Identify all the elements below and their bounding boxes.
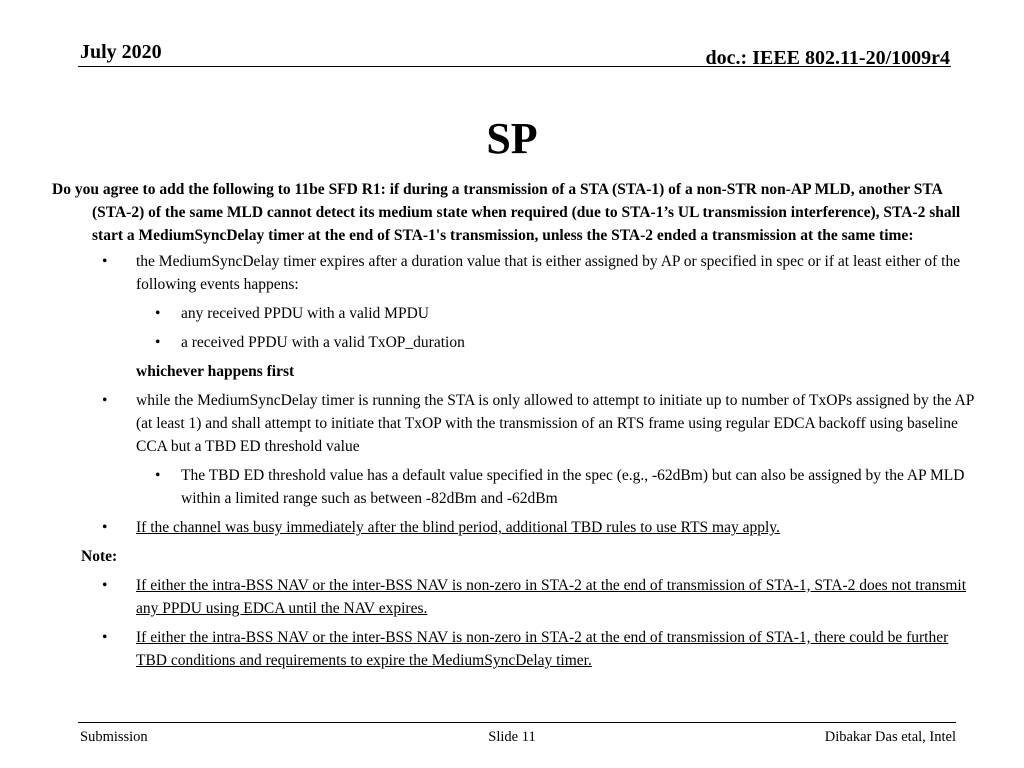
bullet-glyph: • [102, 392, 108, 409]
header-doc-id: doc.: IEEE 802.11-20/1009r4 [705, 47, 950, 69]
bullet-glyph: • [102, 519, 108, 536]
sub-bullet-item [52, 331, 977, 354]
header-divider [78, 66, 951, 67]
bullet-item [52, 516, 977, 539]
footer-divider [78, 722, 956, 723]
bullet-item [52, 389, 977, 458]
bullet-glyph: • [102, 629, 108, 646]
note-bullet-item [52, 626, 977, 672]
sub-bullet-item [52, 464, 977, 510]
bullet-glyph: • [155, 467, 161, 484]
footer-submission: Submission [80, 729, 148, 745]
bullet-glyph: • [155, 334, 161, 351]
note-bullet-text: If either the intra-BSS NAV or the inter-BSS NAV is non-zero in STA-2 at the end of transmission of STA-1, STA-2 does not transmit any PPDU using EDCA until the NAV expires. [136, 577, 967, 617]
bullet-text: the MediumSyncDelay timer expires after a duration value that is either assigned by AP or specified in spec or if at least either of the following events happens: [136, 253, 961, 293]
bullet-text: If the channel was busy immediately after the blind period, additional TBD rules to use RTS may apply. [136, 519, 780, 536]
sub-bullet-item [52, 302, 977, 325]
bullet-glyph: • [102, 577, 108, 594]
header-date: July 2020 [80, 41, 162, 63]
footer-authors: Dibakar Das etal, Intel [824, 729, 956, 745]
sub-bullet-text: any received PPDU with a valid MPDU [181, 305, 429, 322]
note-bullet-text: If either the intra-BSS NAV or the inter-BSS NAV is non-zero in STA-2 at the end of transmission of STA-1, there could be further TBD conditions and requirements to expire the MediumSyncDelay timer. [136, 629, 949, 669]
note-bullet-item [52, 574, 977, 620]
sub-bullet-text: a received PPDU with a valid TxOP_duration [181, 334, 465, 351]
note-label: Note: [81, 548, 118, 565]
footer-slide-number: Slide 11 [488, 729, 536, 745]
bullet-glyph: • [155, 305, 161, 322]
bullet-glyph: • [102, 253, 108, 270]
question-text: Do you agree to add the following to 11be SFD R1: if during a transmission of a STA (STA-1) of a non-STR non-AP MLD, another STA (STA-2) of the same MLD cannot detect its medium state when required (due to STA-1’s UL transmission interference), STA-2 shall start a MediumSyncDelay timer at the end of STA-1's transmission, unless the STA-2 ended a transmission at the same time: [52, 181, 961, 244]
bullet-text: while the MediumSyncDelay timer is running the STA is only allowed to attempt to initiate up to number of TxOPs assigned by the AP (at least 1) and shall attempt to initiate that TxOP with the transmission of an RTS frame using regular EDCA backoff using baseline CCA but a TBD ED threshold value [136, 392, 974, 455]
whichever-text: whichever happens first [136, 363, 295, 380]
sub-bullet-text: The TBD ED threshold value has a default value specified in the spec (e.g., -62dBm) but can also be assigned by the AP MLD within a limited range such as between -82dBm and -62dBm [181, 467, 965, 507]
bullet-item [52, 250, 977, 296]
slide-title: SP [486, 114, 538, 163]
slide-body [52, 178, 977, 678]
